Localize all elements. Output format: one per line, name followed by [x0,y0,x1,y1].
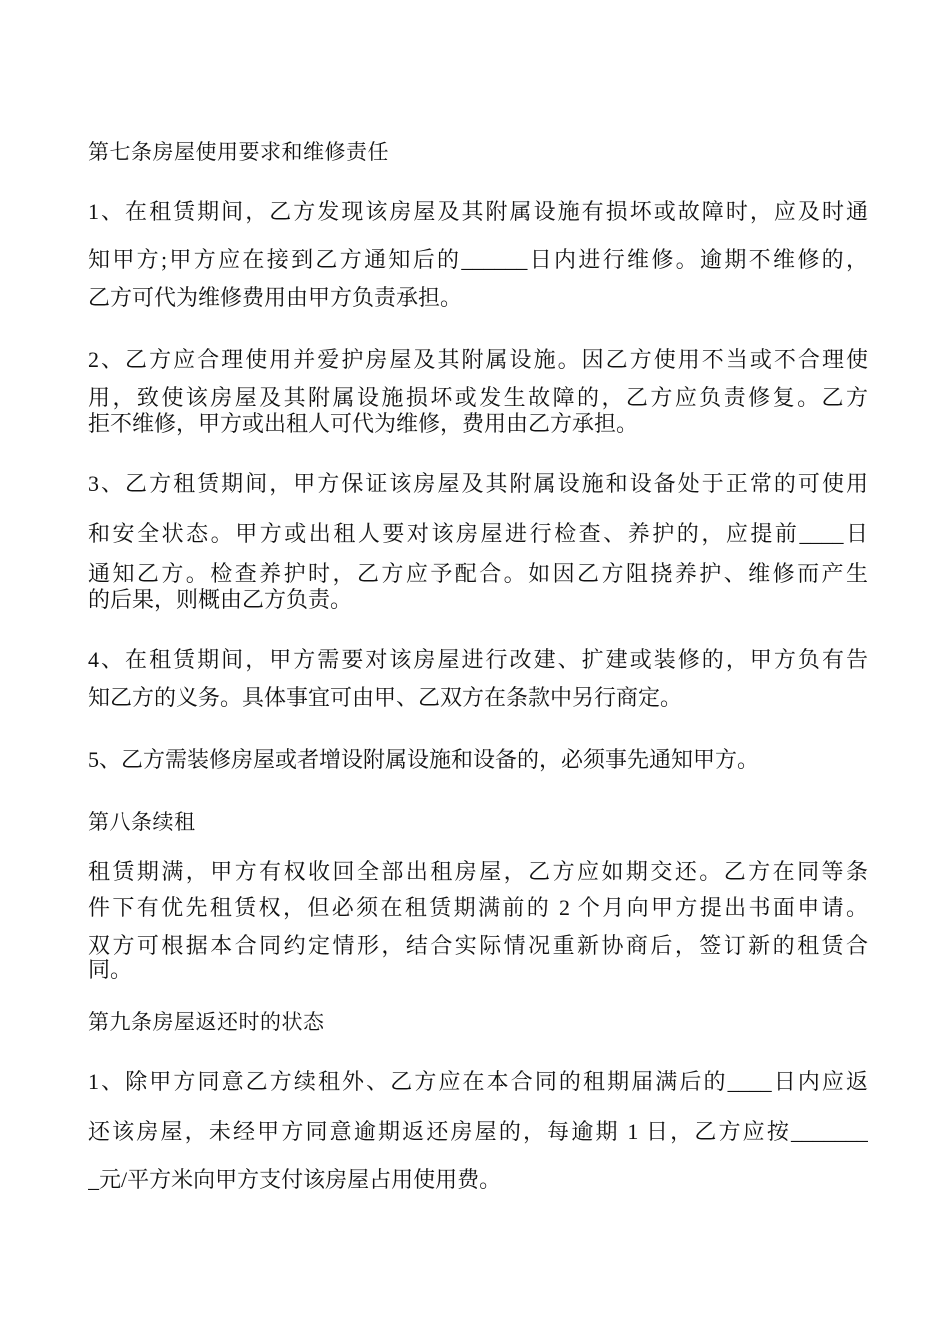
article-9-item-1-line-1: 1、除甲方同意乙方续租外、乙方应在本合同的租期届满后的____日内应返 [88,1069,868,1094]
article-8-line-1: 租赁期满，甲方有权收回全部出租房屋，乙方应如期交还。乙方在同等条 [88,859,868,884]
article-7-item-5-line-1: 5、乙方需装修房屋或者增设附属设施和设备的，必须事先通知甲方。 [88,747,760,772]
article-7-item-4-line-2: 知乙方的义务。具体事宜可由甲、乙双方在条款中另行商定。 [88,685,683,710]
article-8-line-2: 件下有优先租赁权，但必须在租赁期满前的 2 个月向甲方提出书面申请。 [88,895,868,920]
article-8-title: 第八条续租 [88,810,196,834]
article-7-title: 第七条房屋使用要求和维修责任 [88,140,389,164]
article-8-line-3: 双方可根据本合同约定情形，结合实际情况重新协商后，签订新的租赁合 [88,933,868,958]
article-7-item-3-line-4: 的后果，则概由乙方负责。 [88,587,353,612]
article-7-item-1-line-2: 知甲方;甲方应在接到乙方通知后的______日内进行维修。逾期不维修的， [88,247,868,272]
article-9-item-1-line-3: _元/平方米向甲方支付该房屋占用使用费。 [88,1167,502,1192]
article-7-item-4-line-1: 4、在租赁期间，甲方需要对该房屋进行改建、扩建或装修的，甲方负有告 [88,647,868,672]
article-7-item-3-line-2: 和安全状态。甲方或出租人要对该房屋进行检查、养护的，应提前____日 [88,521,868,546]
article-9-item-1-line-2: 还该房屋，未经甲方同意逾期返还房屋的，每逾期 1 日，乙方应按_______ [88,1119,868,1144]
article-7-item-2-line-2: 用，致使该房屋及其附属设施损坏或发生故障的，乙方应负责修复。乙方 [88,385,868,410]
article-7-item-2-line-3: 拒不维修，甲方或出租人可代为维修，费用由乙方承担。 [88,411,639,436]
article-9-title: 第九条房屋返还时的状态 [88,1010,325,1034]
article-7-item-1-line-1: 1、在租赁期间，乙方发现该房屋及其附属设施有损坏或故障时，应及时通 [88,199,868,224]
article-7-item-3-line-1: 3、乙方租赁期间，甲方保证该房屋及其附属设施和设备处于正常的可使用 [88,471,868,496]
article-7-item-3-line-3: 通知乙方。检查养护时，乙方应予配合。如因乙方阻挠养护、维修而产生 [88,561,868,586]
article-7-item-2-line-1: 2、乙方应合理使用并爱护房屋及其附属设施。因乙方使用不当或不合理使 [88,347,868,372]
article-7-item-1-line-3: 乙方可代为维修费用由甲方负责承担。 [88,285,463,310]
article-8-line-4: 同。 [88,957,133,982]
